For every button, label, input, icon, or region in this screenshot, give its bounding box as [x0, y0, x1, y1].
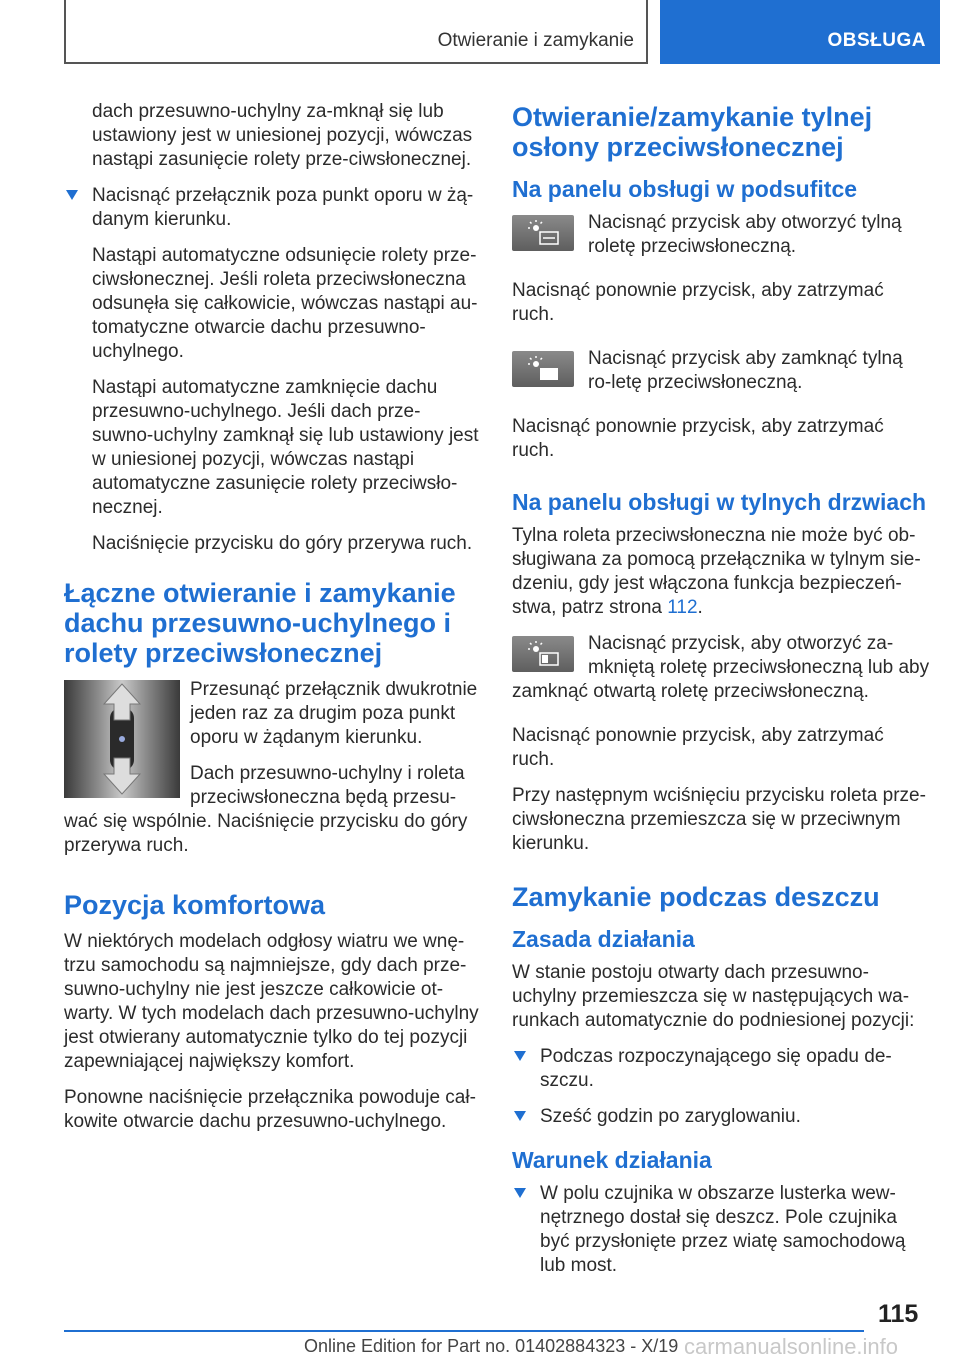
- ceiling-open-row: [512, 211, 930, 271]
- bullet-item: [512, 1105, 930, 1129]
- bullet-triangle-icon: [514, 1188, 526, 1198]
- paragraph: Naciśnięcie przycisku do góry przerywa ruch.: [92, 533, 473, 554]
- page-number: 115: [878, 1300, 919, 1328]
- doors-paragraph: [512, 524, 930, 620]
- left-column: [64, 100, 480, 1146]
- paragraph: Ponowne naciśnięcie przełącznika powoduje cał-kowite otwarcie dachu przesuwno-uchylnego.: [64, 1087, 476, 1132]
- doors-text: Tylna roleta przeciwsłoneczna nie może być ob-sługiwana za pomocą przełącznika w tylnym sie-dzeniu, gdy jest włączona funkcja bezpieczeń-stwa, patrz strona: [512, 525, 921, 618]
- header-chapter-title: OBSŁUGA: [827, 30, 926, 51]
- heading-principle: Zasada działania: [512, 926, 695, 952]
- paragraph: Nacisnąć przycisk, aby otworzyć za-mkniętą roletę przeciwsłoneczną lub aby zamknąć otwartą roletę przeciwsłoneczną.: [512, 633, 930, 702]
- paragraph: Nacisnąć ponownie przycisk, aby zatrzymać ruch.: [512, 280, 884, 325]
- paragraph: Nacisnąć przycisk aby otworzyć tylną roletę przeciwsłoneczną.: [588, 212, 902, 257]
- heading-door-panel: Na panelu obsługi w tylnych drzwiach: [512, 489, 927, 515]
- bullet-text: Nacisnąć przełącznik poza punkt oporu w żą-danym kierunku.: [92, 185, 474, 230]
- header-section-title: Otwieranie i zamykanie: [437, 30, 634, 51]
- paragraph: Nacisnąć przycisk aby zamknąć tylną ro-letę przeciwsłoneczną.: [588, 348, 903, 393]
- heading-combined: Łączne otwieranie i zamykanie dachu przesuwno-uchylnego i rolety przeciwsłonecznej: [64, 578, 456, 668]
- doors-button-row: [512, 632, 930, 716]
- footer-edition: Online Edition for Part no. 01402884323 - X/19: [304, 1336, 679, 1356]
- watermark: carmanualsonline.info: [684, 1334, 899, 1359]
- blind-close-button-icon: [512, 351, 574, 387]
- paragraph: Nacisnąć ponownie przycisk, aby zatrzymać ruch.: [512, 416, 884, 461]
- intro-text: dach przesuwno-uchylny za-mknął się lub ustawiony jest w uniesionej pozycji, wówczas nastąpi zasunięcie rolety prze-ciwsłonecznej.: [92, 101, 473, 170]
- heading-comfort: Pozycja komfortowa: [64, 890, 326, 920]
- bullet-text: W polu czujnika w obszarze lusterka wew-nętrznego dostał się deszcz. Pole czujnika być przysłonięte przez wiatę samochodową lub most.: [540, 1183, 906, 1276]
- bullet-triangle-icon: [514, 1111, 526, 1121]
- doors-text-end: .: [697, 597, 703, 618]
- page-link[interactable]: 112: [667, 597, 698, 618]
- bullet-item: [512, 1045, 930, 1093]
- heading-rear-blind: Otwieranie/zamykanie tylnej osłony przeciwsłonecznej: [512, 102, 873, 162]
- bullet-text: Podczas rozpoczynającego się opadu de-szczu.: [540, 1046, 892, 1091]
- footer-divider: [64, 1330, 864, 1332]
- roof-switch-photo: [64, 680, 180, 798]
- paragraph: W niektórych modelach odgłosy wiatru we wnę-trzu samochodu są najmniejsze, gdy dach prze-suwno-uchylny nie jest jeszcze całkowicie ot-warty. W tych modelach dach przesuwno-uchylny jest otwierany automatycznie tylko do tej pozycji zapewniającej największy komfort.: [64, 931, 479, 1072]
- bullet-triangle-icon: [66, 190, 78, 200]
- paragraph: Nastąpi automatyczne odsunięcie rolety prze-ciwsłonecznej. Jeśli roleta przeciwsłoneczna odsunęła się całkowicie, wówczas nastąpi au-tomatyczne otwarcie dachu przesuwno-uchylnego.: [92, 245, 478, 362]
- paragraph: Dach przesuwno-uchylny i roleta przeciwsłoneczna będą przesu-wać się wspólnie. Naciśnięcie przycisku do góry przerywa ruch.: [64, 763, 468, 856]
- paragraph: Przesunąć przełącznik dwukrotnie jeden raz za drugim poza punkt oporu w żądanym kierunku.: [190, 679, 478, 748]
- combined-block: [64, 678, 480, 870]
- paragraph: Nacisnąć ponownie przycisk, aby zatrzymać ruch.: [512, 725, 884, 770]
- bullet-text: Sześć godzin po zaryglowaniu.: [540, 1106, 801, 1127]
- header-chapter-tab: [660, 0, 940, 64]
- blind-toggle-button-icon: [512, 636, 574, 672]
- paragraph: Nastąpi automatyczne zamknięcie dachu przesuwno-uchylnego. Jeśli dach prze-suwno-uchylny zamknął się lub ustawiony jest w uniesionej pozycji, wówczas nastąpi automatyczne zasunięcie rolety przeciwsło-necznej.: [92, 377, 479, 518]
- bullet-triangle-icon: [514, 1051, 526, 1061]
- heading-condition: Warunek działania: [512, 1147, 712, 1173]
- bullet-item: [512, 1182, 930, 1278]
- heading-rain-closing: Zamykanie podczas deszczu: [512, 882, 880, 912]
- bullet-item: [64, 184, 480, 556]
- header-section-box: [64, 0, 648, 64]
- ceiling-close-row: [512, 347, 930, 407]
- paragraph: Przy następnym wciśnięciu przycisku roleta prze-ciwsłoneczna przemieszcza się w przeciwnym kierunku.: [512, 785, 926, 854]
- blind-open-button-icon: [512, 215, 574, 251]
- paragraph: W stanie postoju otwarty dach przesuwno-uchylny przemieszcza się w następujących wa-runkach automatycznie do podniesionej pozycji:: [512, 962, 915, 1031]
- heading-ceiling-panel: Na panelu obsługi w podsufitce: [512, 176, 858, 202]
- right-column: [512, 102, 930, 1290]
